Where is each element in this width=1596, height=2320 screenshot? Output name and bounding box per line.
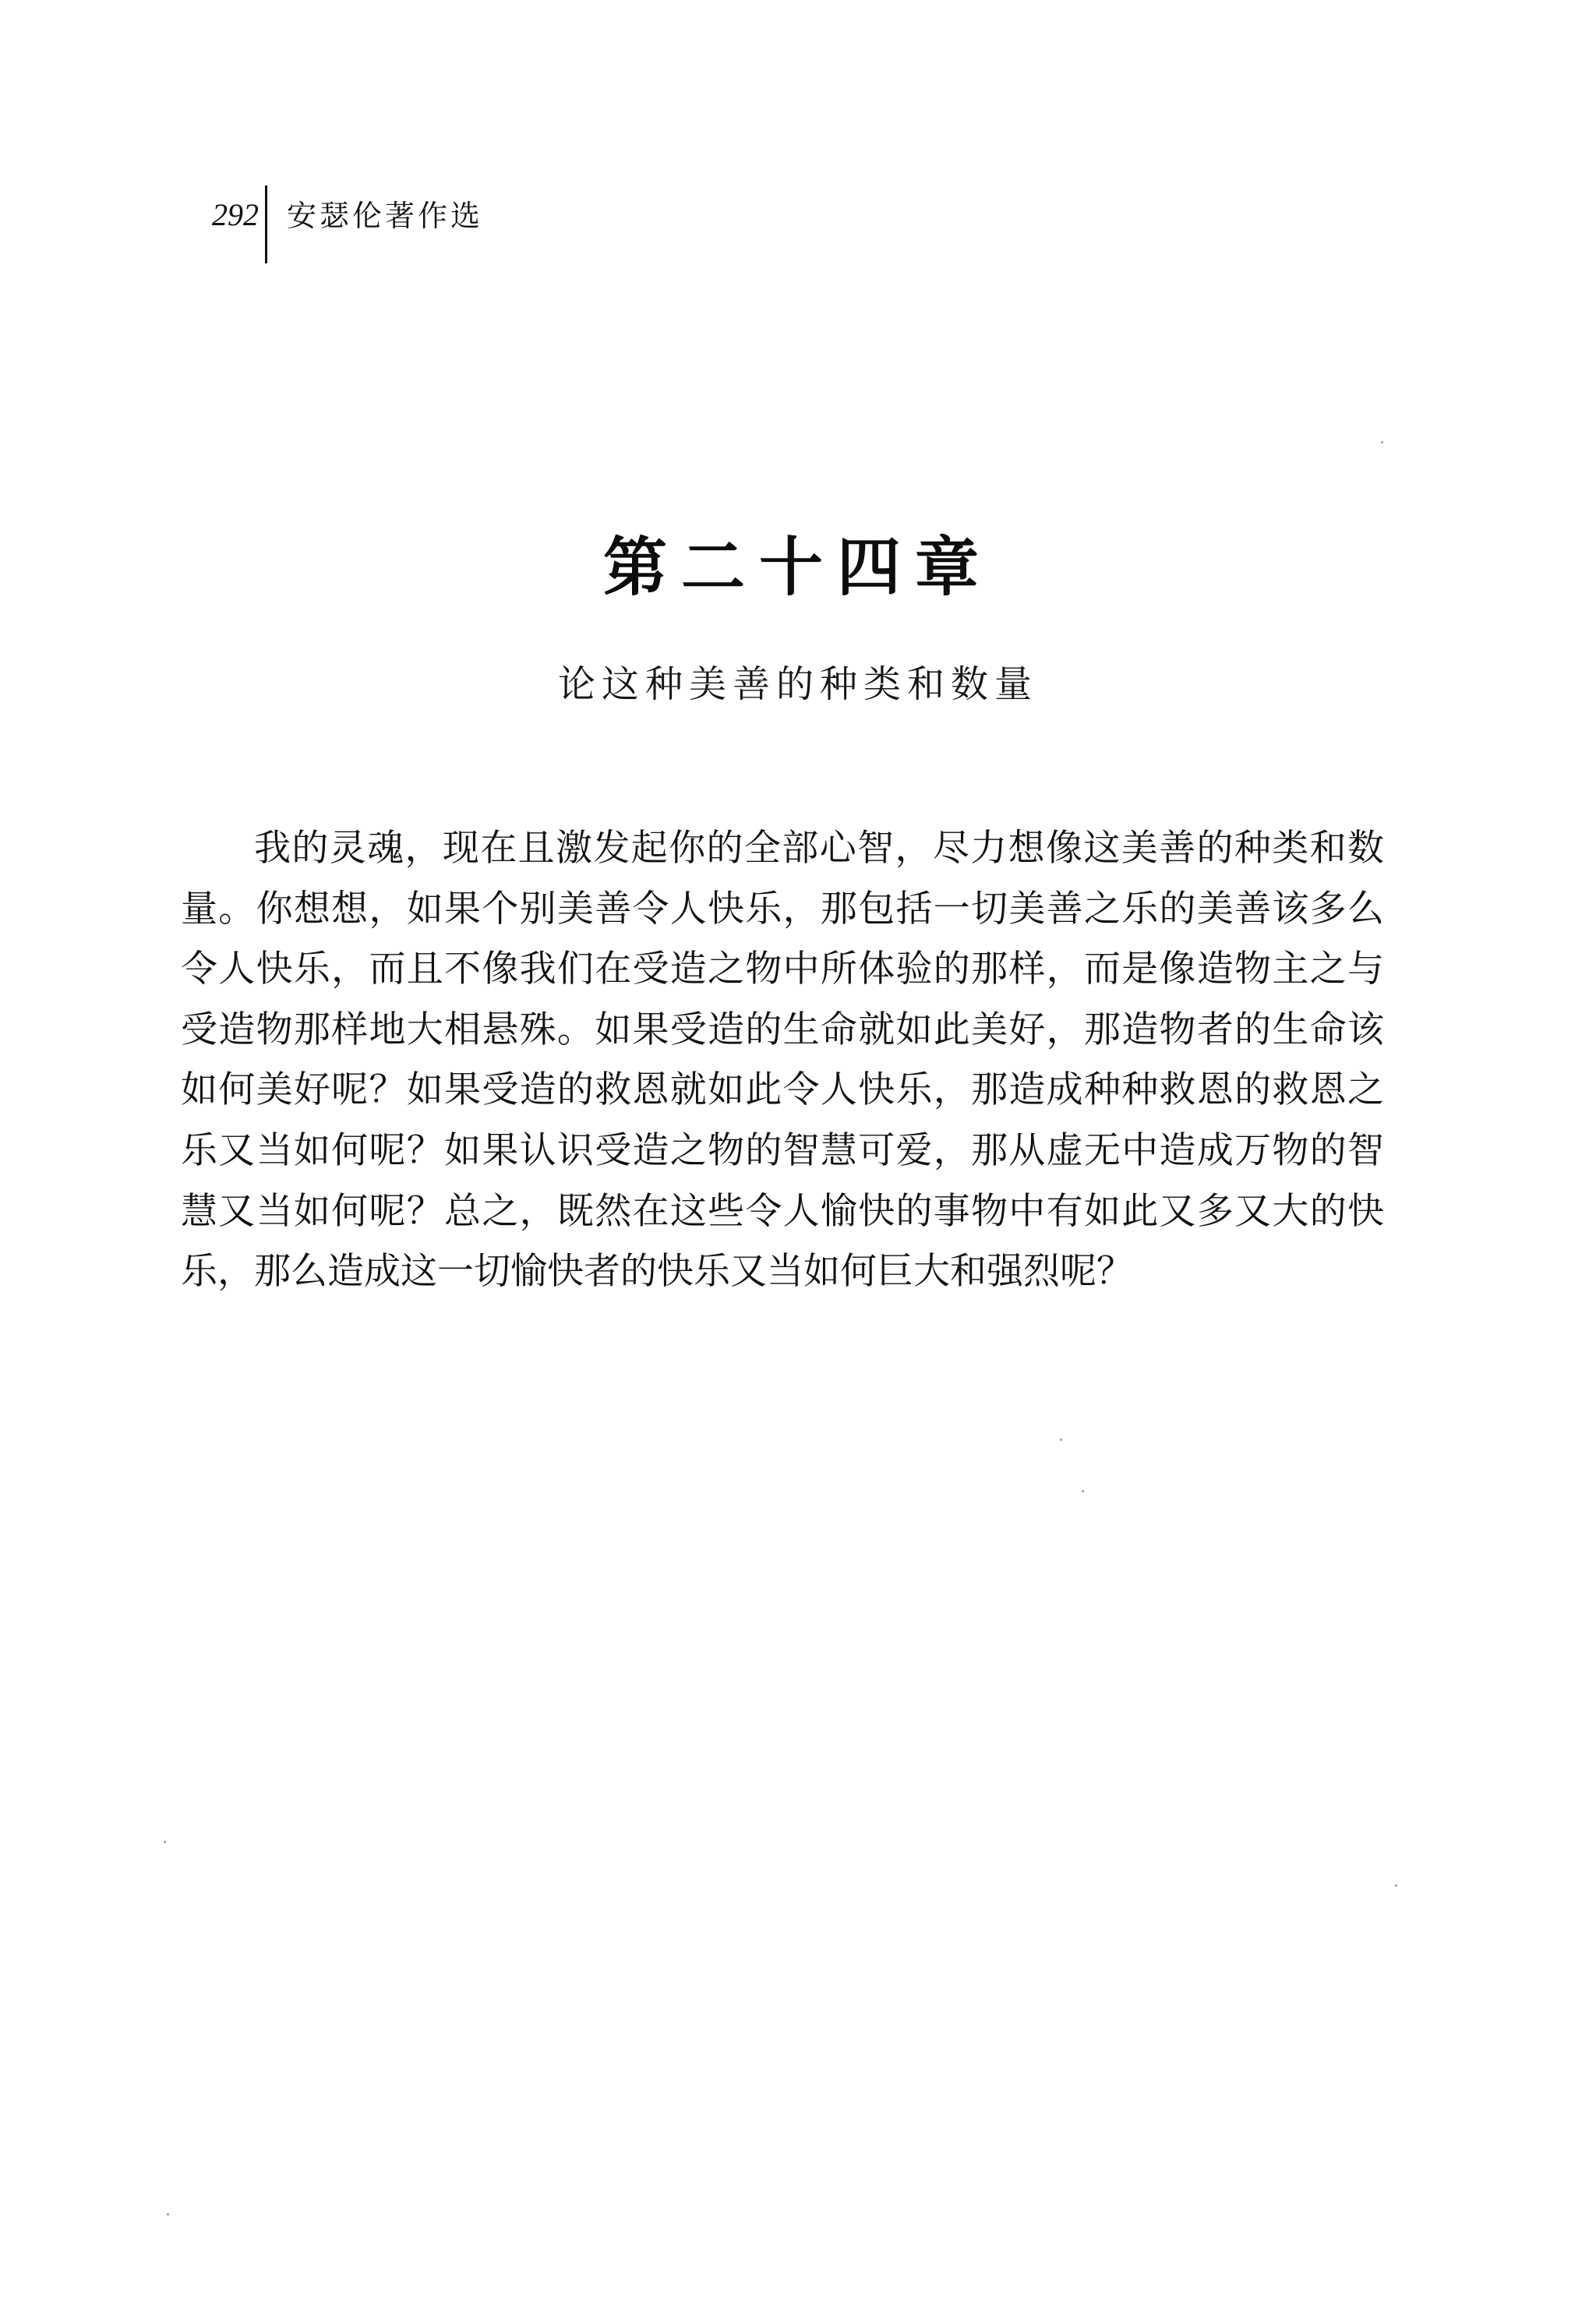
- body-paragraph: 我的灵魂，现在且激发起你的全部心智，尽力想像这美善的种类和数量。你想想，如果个别美善令人快乐，那包括一切美善之乐的美善该多么令人快乐，而且不像我们在受造之物中所体验的那样，而是像造物主之与受造物那样地大相悬殊。如果受造的生命就如此美好，那造物者的生命该如何美好呢？如果受造的救恩就如此令人快乐，那造成种种救恩的救恩之乐又当如何呢？如果认识受造之物的智慧可爱，那从虚无中造成万物的智慧又当如何呢？总之，既然在这些令人愉快的事物中有如此又多又大的快乐，那么造成这一切愉快者的快乐又当如何巨大和强烈呢？: [181, 827, 1384, 1294]
- scan-speck: [167, 2213, 169, 2216]
- chapter-title: 第二十四章: [602, 530, 993, 605]
- scan-speck: [1381, 441, 1383, 443]
- scan-speck: [1060, 1439, 1062, 1441]
- header-divider: [265, 185, 267, 263]
- scan-speck: [164, 1841, 166, 1843]
- scan-speck: [1395, 1884, 1397, 1887]
- page-number: 292: [212, 197, 259, 232]
- chapter-subtitle: 论这种美善的种类和数量: [557, 662, 1038, 706]
- running-title: 安瑟伦著作选: [287, 199, 484, 233]
- scan-speck: [1082, 1490, 1084, 1492]
